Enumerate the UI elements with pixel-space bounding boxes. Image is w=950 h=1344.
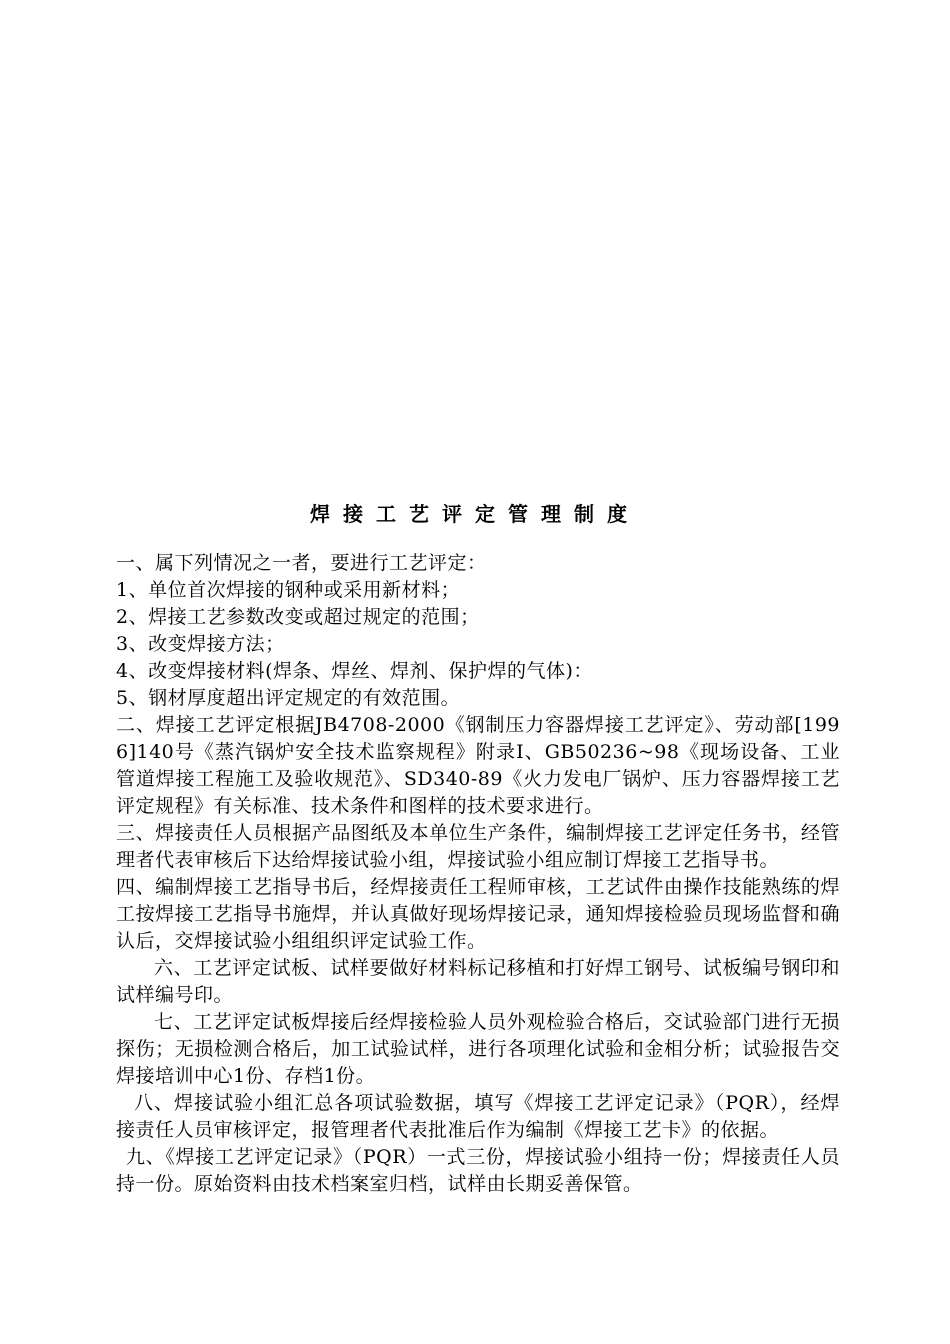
- section-paragraph-4: 四、编制焊接工艺指导书后，经焊接责任工程师审核，工艺试件由操作技能熟练的焊工按焊接工艺指导书施焊，并认真做好现场焊接记录，通知焊接检验员现场监督和确认后，交焊接试验小组组织评定试验工作。: [116, 876, 840, 952]
- document-title: 焊接工艺评定管理制度: [310, 502, 640, 526]
- section-paragraph-6: 六、工艺评定试板、试样要做好材料标记移植和打好焊工钢号、试板编号钢印和试样编号印。: [116, 957, 840, 1006]
- section-paragraph-7: 七、工艺评定试板焊接后经焊接检验人员外观检验合格后，交试验部门进行无损探伤；无损检测合格后，加工试验试样，进行各项理化试验和金相分析；试验报告交焊接培训中心1份、存档1份。: [116, 1011, 840, 1087]
- document-body: [116, 550, 840, 1198]
- section-paragraph-3: 三、焊接责任人员根据产品图纸及本单位生产条件，编制焊接工艺评定任务书，经管理者代表审核后下达给焊接试验小组，焊接试验小组应制订焊接工艺指导书。: [116, 822, 840, 871]
- list-item-3: 3、改变焊接方法；: [116, 633, 285, 655]
- section-paragraph-8: 八、焊接试验小组汇总各项试验数据，填写《焊接工艺评定记录》（PQR），经焊接责任人员审核评定，报管理者代表批准后作为编制《焊接工艺卡》的依据。: [116, 1092, 840, 1141]
- list-item-1: 1、单位首次焊接的钢种或采用新材料；: [116, 579, 461, 601]
- list-item-2: 2、焊接工艺参数改变或超过规定的范围；: [116, 606, 480, 628]
- list-item-5: 5、钢材厚度超出评定规定的有效范围。: [116, 687, 461, 709]
- section-heading-1: 一、属下列情况之一者，要进行工艺评定：: [116, 552, 487, 574]
- list-item-4: 4、改变焊接材料(焊条、焊丝、焊剂、保护焊的气体)：: [116, 660, 593, 682]
- section-paragraph-2: 二、焊接工艺评定根据JB4708-2000《钢制压力容器焊接工艺评定》、劳动部[1996]140号《蒸汽锅炉安全技术监察规程》附录I、GB50236~98《现场设备、工业管道焊接工程施工及验收规范》、SD340-89《火力发电厂锅炉、压力容器焊接工艺评定规程》有关标准、技术条件和图样的技术要求进行。: [116, 714, 840, 817]
- section-paragraph-9: 九、《焊接工艺评定记录》（PQR）一式三份，焊接试验小组持一份；焊接责任人员持一份。原始资料由技术档案室归档，试样由长期妥善保管。: [116, 1146, 840, 1195]
